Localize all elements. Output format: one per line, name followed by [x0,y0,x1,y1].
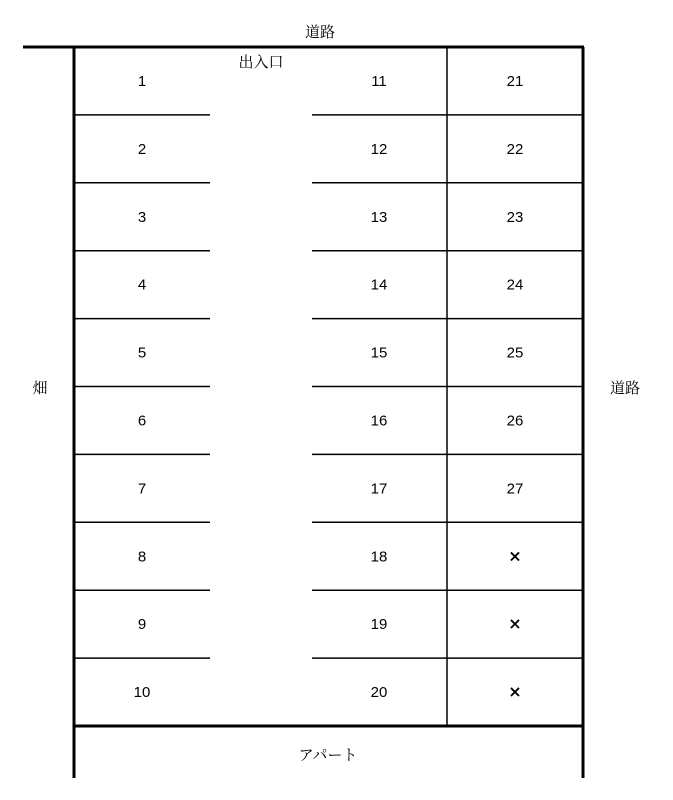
parking-space-number: 26 [506,412,524,430]
parking-space-number: 3 [137,208,147,226]
parking-space-number: 24 [506,276,524,294]
parking-space-number: 12 [370,140,388,158]
parking-space-number: 18 [370,548,388,566]
parking-space-number: 6 [137,412,147,430]
parking-space-number: 17 [370,480,388,498]
parking-space-number: 19 [370,616,388,634]
parking-space-number: 8 [137,548,147,566]
field-left-label: 畑 [32,379,48,397]
parking-space-number: 4 [137,276,147,294]
parking-space-number: 16 [370,412,388,430]
parking-space-number: 15 [370,344,388,362]
parking-space-number: 10 [133,684,151,702]
road-right-label: 道路 [609,379,641,397]
row-separators [74,115,583,658]
parking-space-number: 21 [506,72,524,90]
lot-structure [23,47,584,778]
parking-space-number: 2 [137,140,147,158]
parking-space-number: 9 [137,616,147,634]
apartment-label: アパート [298,746,358,764]
unavailable-space-mark: × [508,546,522,566]
parking-space-number: 22 [506,140,524,158]
parking-space-number: 7 [137,480,147,498]
parking-space-number: 20 [370,684,388,702]
parking-space-number: 1 [137,72,147,90]
parking-space-number: 13 [370,208,388,226]
parking-space-number: 11 [371,72,387,90]
parking-space-number: 25 [506,344,524,362]
parking-space-number: 27 [506,480,524,498]
parking-space-number: 23 [506,208,524,226]
road-top-label: 道路 [304,23,336,41]
entrance-label: 出入口 [238,53,284,71]
unavailable-space-mark: × [508,682,522,702]
unavailable-space-mark: × [508,614,522,634]
parking-space-number: 5 [137,344,147,362]
parking-space-number: 14 [370,276,388,294]
